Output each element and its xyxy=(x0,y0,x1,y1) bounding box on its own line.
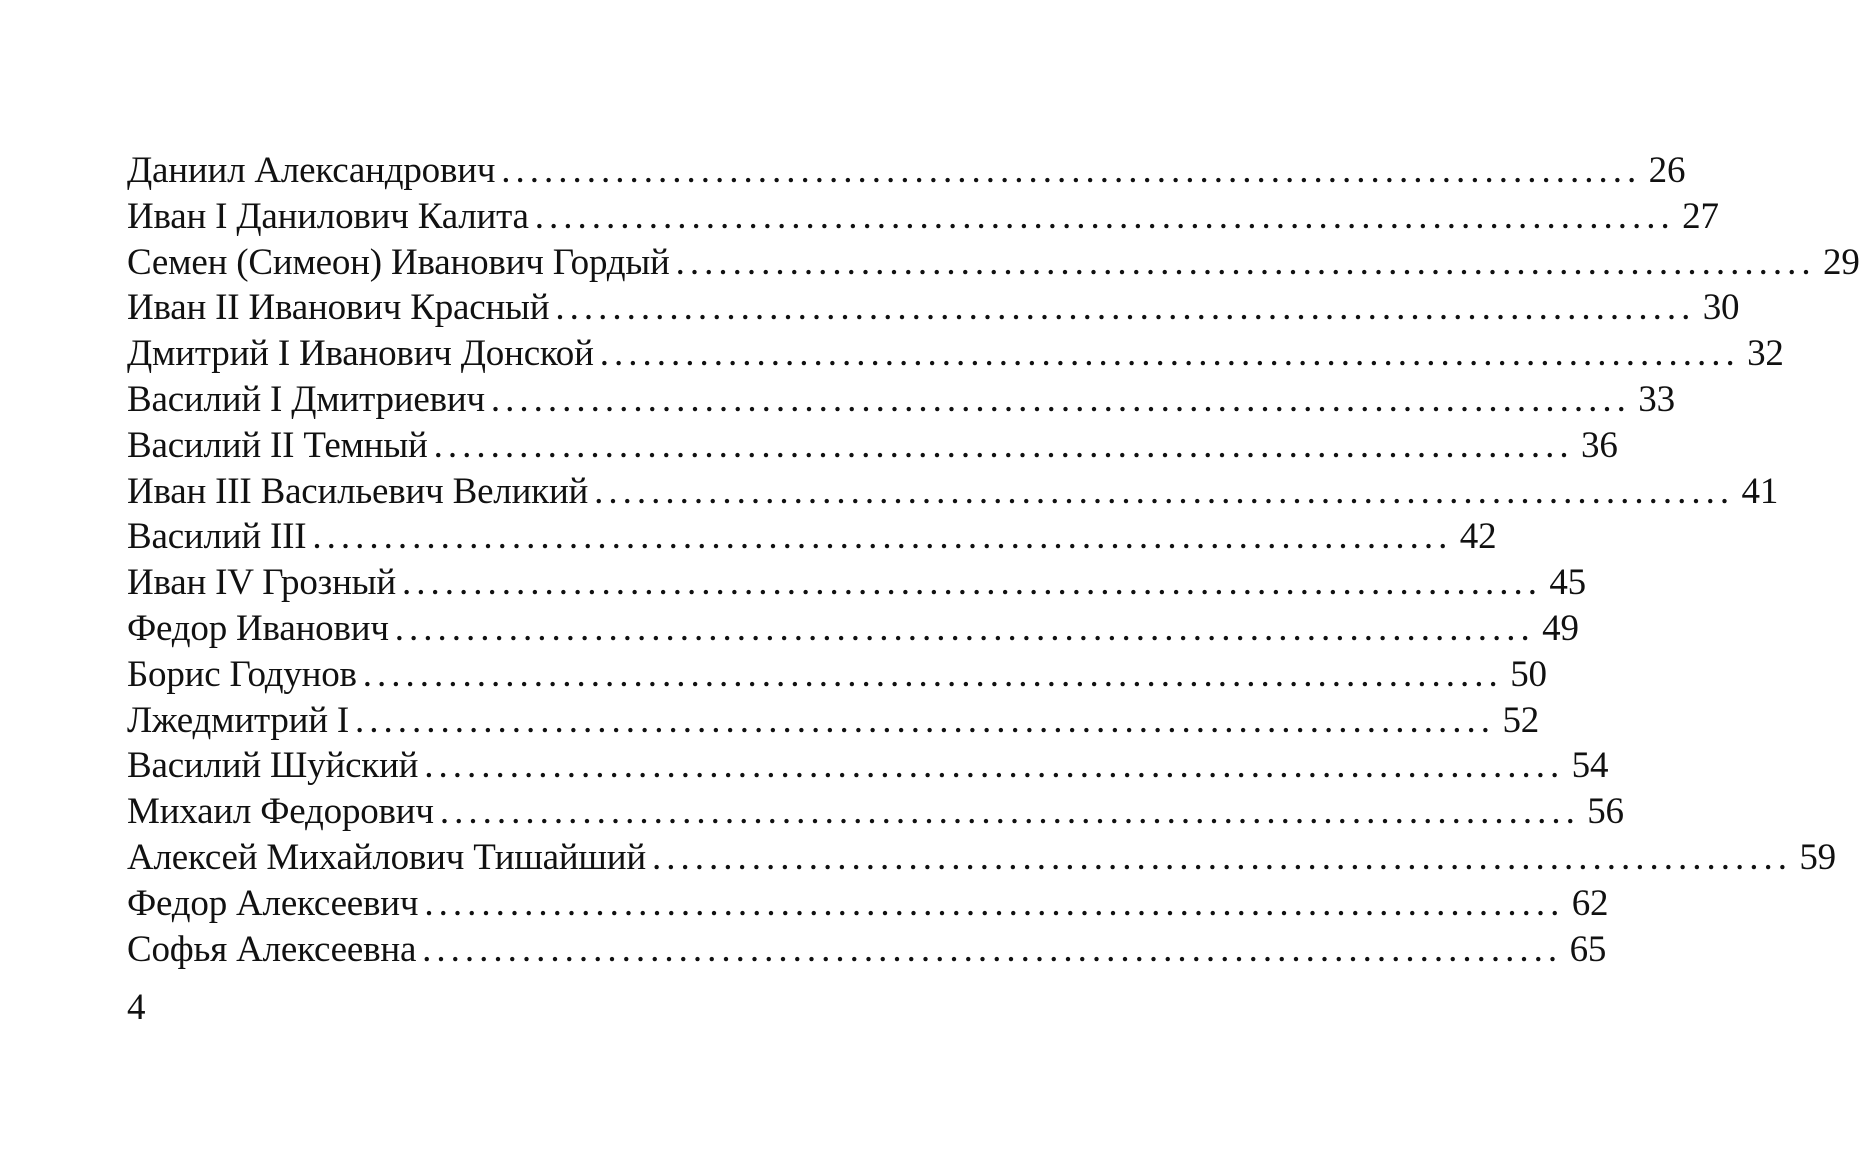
toc-entry-page: 50 xyxy=(1510,653,1547,695)
table-of-contents xyxy=(127,148,1860,972)
toc-entry-title: Иван I Данилович Калита xyxy=(127,195,529,237)
toc-dot-leader: ................................................................................ xyxy=(422,928,1563,970)
page-number: 4 xyxy=(127,987,146,1028)
toc-entry xyxy=(127,606,1579,652)
toc-entry-page: 32 xyxy=(1747,333,1784,375)
toc-dot-leader: ................................................................................ xyxy=(675,241,1816,283)
toc-entry xyxy=(127,560,1586,606)
toc-entry-page: 59 xyxy=(1799,836,1836,878)
toc-entry-page: 54 xyxy=(1571,745,1609,787)
toc-entry xyxy=(127,514,1497,560)
toc-entry-page: 49 xyxy=(1542,607,1579,649)
toc-entry-title: Федор Иванович xyxy=(127,607,389,649)
toc-entry xyxy=(127,377,1675,423)
toc-entry xyxy=(127,652,1547,698)
toc-entry xyxy=(127,789,1624,835)
toc-entry-title: Иван IV Грозный xyxy=(127,562,396,604)
toc-entry xyxy=(127,881,1609,927)
toc-entry xyxy=(127,743,1609,789)
toc-dot-leader: ................................................................................ xyxy=(490,378,1631,420)
toc-entry-page: 26 xyxy=(1648,150,1686,191)
toc-dot-leader: ................................................................................ xyxy=(501,150,1642,191)
toc-entry-title: Иван III Васильевич Великий xyxy=(127,470,589,512)
toc-entry-page: 27 xyxy=(1682,195,1719,237)
toc-entry-page: 42 xyxy=(1459,516,1497,558)
toc-entry xyxy=(127,285,1740,331)
toc-dot-leader: ................................................................................ xyxy=(534,195,1675,237)
toc-entry xyxy=(127,194,1719,240)
toc-entry-page: 52 xyxy=(1502,699,1540,741)
toc-entry-title: Дмитрий I Иванович Донской xyxy=(127,333,594,375)
toc-entry-page: 62 xyxy=(1571,882,1609,924)
toc-entry-title: Василий III xyxy=(127,516,307,558)
toc-entry-title: Семен (Симеон) Иванович Гордый xyxy=(127,241,670,283)
toc-dot-leader: ................................................................................ xyxy=(401,562,1542,604)
toc-dot-leader: ................................................................................ xyxy=(433,424,1574,466)
toc-dot-leader: ................................................................................ xyxy=(651,836,1792,878)
toc-entry xyxy=(127,331,1784,377)
toc-dot-leader: ................................................................................ xyxy=(312,516,1453,558)
toc-entry-page: 29 xyxy=(1823,241,1860,283)
toc-dot-leader: ................................................................................ xyxy=(599,333,1740,375)
toc-entry-title: Михаил Федорович xyxy=(127,791,434,833)
toc-entry-page: 56 xyxy=(1587,791,1624,833)
toc-entry-title: Софья Алексеевна xyxy=(127,928,417,970)
toc-entry-title: Федор Алексеевич xyxy=(127,882,419,924)
toc-entry-page: 30 xyxy=(1702,287,1740,329)
toc-entry-title: Борис Годунов xyxy=(127,653,357,695)
toc-dot-leader: ................................................................................ xyxy=(424,745,1565,787)
toc-entry xyxy=(127,698,1540,744)
toc-dot-leader: ................................................................................ xyxy=(424,882,1565,924)
toc-dot-leader: ................................................................................ xyxy=(555,287,1696,329)
toc-entry-page: 33 xyxy=(1638,378,1675,420)
toc-entry-page: 36 xyxy=(1581,424,1618,466)
toc-entry xyxy=(127,240,1860,286)
toc-entry xyxy=(127,835,1836,881)
toc-entry-page: 41 xyxy=(1741,470,1779,512)
toc-entry-title: Василий I Дмитриевич xyxy=(127,378,485,420)
toc-dot-leader: ................................................................................ xyxy=(594,470,1735,512)
toc-entry xyxy=(127,423,1618,469)
toc-entry-page: 45 xyxy=(1549,562,1586,604)
toc-dot-leader: ................................................................................ xyxy=(439,791,1580,833)
toc-entry-title: Иван II Иванович Красный xyxy=(127,287,550,329)
toc-entry xyxy=(127,469,1779,515)
toc-dot-leader: ................................................................................ xyxy=(394,607,1535,649)
toc-entry-title: Василий II Темный xyxy=(127,424,428,466)
toc-entry xyxy=(127,148,1686,194)
toc-dot-leader: ................................................................................ xyxy=(355,699,1496,741)
toc-entry-page: 65 xyxy=(1569,928,1607,970)
toc-entry-title: Лжедмитрий I xyxy=(127,699,350,741)
toc-dot-leader: ................................................................................ xyxy=(362,653,1503,695)
toc-entry-title: Алексей Михайлович Тишайший xyxy=(127,836,646,878)
toc-entry-title: Василий Шуйский xyxy=(127,745,419,787)
toc-entry-title: Даниил Александрович xyxy=(127,150,496,191)
toc-entry xyxy=(127,927,1607,973)
